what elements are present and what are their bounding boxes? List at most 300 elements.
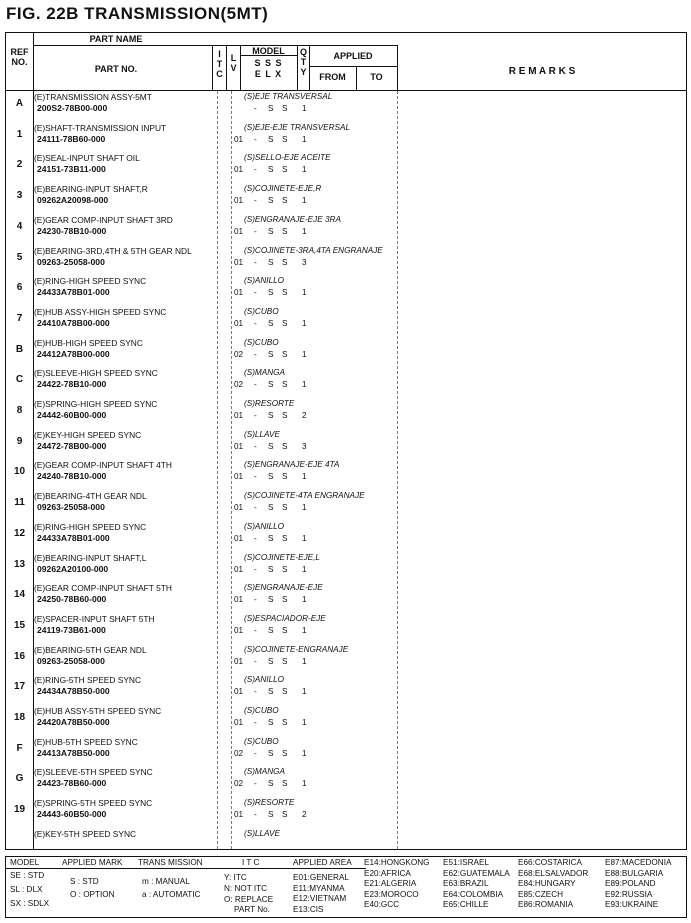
part-name: (E)SLEEVE-5TH SPEED SYNC	[34, 767, 153, 778]
remark: (S)MANGA	[244, 368, 285, 378]
applied-area-code: E14:HONGKONG	[364, 858, 430, 867]
table-row	[6, 828, 686, 859]
model-sl: S	[268, 779, 274, 789]
model-se: -	[254, 503, 257, 513]
part-number: 09263-25058-000	[37, 655, 105, 666]
itc-code: 01	[234, 472, 244, 482]
model-sl: S	[268, 564, 274, 574]
remark: (S)ANILLO	[244, 675, 285, 685]
ref-number: A	[15, 98, 24, 109]
quantity: 3	[302, 441, 307, 451]
model-sl: S	[268, 318, 274, 328]
itc-code: 01	[234, 718, 244, 727]
model-sx: S	[282, 687, 288, 697]
footer-model-sx: SX : SDLX	[10, 899, 50, 908]
applied-area-code: E68:ELSALVADOR	[518, 868, 589, 878]
model-sl: S	[268, 656, 274, 666]
header-qty: Q T Y	[299, 47, 307, 77]
applied-area-code: E93:UKRAINE	[605, 900, 659, 909]
part-name: (E)RING-5TH SPEED SYNC	[34, 675, 142, 686]
remark: (S)COJINETE-3RA,4TA ENGRANAJE	[244, 245, 383, 255]
quantity: 1	[302, 656, 307, 666]
part-number: 24230-78B10-000	[37, 225, 107, 236]
ref-number: 6	[16, 282, 23, 294]
table-row	[6, 736, 686, 767]
model-sx: S	[282, 165, 288, 175]
table-row	[6, 797, 686, 828]
header-model-s: S S S	[254, 58, 283, 68]
footer-mark-option: O : OPTION	[70, 890, 115, 899]
model-sx: S	[282, 718, 288, 727]
part-name: (E)BEARING-INPUT SHAFT,L	[34, 552, 147, 563]
quantity: 1	[302, 779, 307, 789]
remark: (S)CUBO	[244, 736, 279, 746]
model-sx: S	[282, 196, 288, 206]
table-row	[6, 552, 686, 583]
remark: (S)SELLO-EJE ACEITE	[244, 153, 331, 163]
part-number: 24420A78B50-000	[37, 717, 110, 727]
part-name: (E)HUB ASSY-5TH SPEED SYNC	[34, 706, 162, 716]
footer-itc-o: O: REPLACE	[224, 895, 274, 904]
model-se: -	[254, 318, 257, 328]
itc-code: 01	[234, 411, 244, 420]
ref-number: C	[15, 374, 24, 386]
part-number: 24240-78B10-000	[37, 471, 107, 482]
footer-line	[6, 868, 366, 869]
itc-code: 01	[234, 503, 244, 513]
quantity: 1	[302, 226, 307, 236]
itc-code: 01	[234, 226, 244, 236]
model-se: -	[254, 625, 257, 635]
table-row	[6, 644, 686, 675]
itc-code: 01	[234, 564, 244, 574]
part-number: 24472-78B00-000	[37, 440, 107, 451]
part-number: 09263-25058-000	[37, 256, 105, 267]
applied-area-code: E20:AFRICA	[364, 868, 411, 878]
model-sx: S	[282, 472, 288, 482]
model-sx: S	[282, 441, 288, 451]
model-sl: S	[268, 288, 274, 298]
part-number: 24422-78B10-000	[37, 379, 107, 390]
itc-code: 01	[234, 687, 244, 697]
part-name: (E)GEAR COMP-INPUT SHAFT 3RD	[34, 214, 173, 225]
ref-number: G	[15, 773, 24, 785]
applied-area-code: E87:MACEDONIA	[605, 858, 672, 867]
applied-area-code: E51:ISRAEL	[443, 858, 489, 867]
table-row	[6, 705, 686, 736]
part-name: (E)BEARING-5TH GEAR NDL	[34, 644, 147, 655]
ref-number: 8	[16, 405, 23, 416]
applied-area-code: E21:ALGERIA	[364, 879, 417, 888]
model-se: -	[254, 748, 257, 758]
ref-number: 18	[13, 712, 26, 723]
model-sx: S	[282, 748, 288, 758]
part-number: 24442-60B00-000	[37, 410, 107, 420]
quantity: 1	[302, 380, 307, 390]
model-se: -	[254, 257, 257, 267]
quantity: 1	[302, 533, 307, 543]
model-sl: S	[268, 687, 274, 697]
model-sl: S	[268, 196, 274, 206]
part-number: 24413A78B50-000	[37, 747, 110, 758]
remark: (S)CUBO	[244, 306, 279, 316]
ref-number: 3	[16, 190, 23, 202]
ref-number: F	[16, 742, 23, 754]
header-model-sub: E L X	[254, 69, 283, 79]
remark: (S)LLAVE	[244, 828, 280, 838]
applied-area-code: E92:RUSSIA	[605, 889, 653, 899]
part-number: 200S2-78B00-000	[37, 103, 108, 113]
model-sx: S	[282, 318, 288, 328]
part-name: (E)SHAFT-TRANSMISSION INPUT	[34, 122, 167, 133]
applied-area-code: E84:HUNGARY	[518, 879, 576, 888]
part-name: (E)BEARING-INPUT SHAFT,R	[34, 184, 148, 195]
itc-code: 01	[234, 257, 244, 267]
model-se: -	[254, 564, 257, 574]
remark: (S)COJINETE-EJE,R	[244, 184, 322, 194]
quantity: 1	[302, 318, 307, 328]
model-sx: S	[282, 349, 288, 359]
model-se: -	[254, 288, 257, 298]
footer-trans-header: TRANS MISSION	[138, 858, 203, 867]
part-number: 24111-78B60-000	[37, 133, 106, 144]
model-se: -	[254, 595, 257, 605]
model-se: -	[254, 380, 257, 390]
header-model: MODEL	[252, 46, 285, 56]
model-sx: S	[282, 564, 288, 574]
model-sl: S	[268, 441, 274, 451]
part-name: (E)KEY-5TH SPEED SYNC	[34, 828, 137, 839]
applied-area-code: E86:ROMANIA	[518, 900, 574, 909]
header-to: TO	[370, 72, 383, 82]
header-applied: APPLIED	[333, 51, 373, 61]
applied-area-code: E23:MOROCO	[364, 889, 419, 899]
model-se: -	[254, 687, 257, 697]
part-number: 24151-73B11-000	[37, 164, 106, 175]
header-lv: L V	[230, 53, 237, 73]
remark: (S)ENGRANAJE-EJE	[244, 583, 323, 593]
itc-code: 01	[234, 533, 244, 543]
ref-number: 14	[13, 589, 26, 601]
applied-area-code: E01:GENERAL	[293, 873, 349, 882]
quantity: 1	[302, 165, 307, 175]
footer-itc-part: PART No.	[234, 905, 270, 914]
model-sx: S	[282, 104, 288, 113]
part-number: 24423-78B60-000	[37, 778, 107, 789]
model-sl: S	[268, 411, 274, 420]
table-row	[6, 674, 686, 705]
applied-area-code: E66:COSTARICA	[518, 858, 582, 867]
model-sl: S	[268, 104, 274, 113]
remark: (S)LLAVE	[244, 429, 280, 439]
model-sl: S	[268, 380, 274, 390]
table-row	[6, 306, 686, 337]
model-se: -	[254, 134, 257, 144]
model-se: -	[254, 533, 257, 543]
ref-number: 19	[13, 804, 26, 816]
quantity: 1	[302, 718, 307, 727]
footer-itc-n: N: NOT ITC	[224, 884, 268, 893]
table-row	[6, 275, 686, 306]
part-name: (E)GEAR COMP-INPUT SHAFT 4TH	[34, 460, 172, 471]
quantity: 1	[302, 687, 307, 697]
part-name: (E)RING-HIGH SPEED SYNC	[34, 276, 147, 287]
model-sx: S	[282, 625, 288, 635]
itc-code: 01	[234, 134, 244, 144]
header-ref-no: REF NO.	[10, 47, 29, 67]
applied-area-code: E40:GCC	[364, 900, 400, 909]
footer-mark-std: S : STD	[70, 877, 99, 886]
remark: (S)ENGRANAJE-EJE 3RA	[244, 214, 341, 224]
itc-code: 02	[234, 349, 244, 359]
applied-area-code: E89:POLAND	[605, 879, 656, 888]
part-number: 24412A78B00-000	[37, 348, 110, 359]
quantity: 3	[302, 257, 307, 267]
table-row	[6, 459, 686, 490]
applied-area-code: E12:VIETNAM	[293, 894, 347, 903]
model-sl: S	[268, 134, 274, 144]
part-number: 09263-25058-000	[37, 502, 105, 513]
itc-code: 01	[234, 288, 244, 298]
quantity: 1	[302, 472, 307, 482]
part-number: 24410A78B00-000	[37, 317, 110, 328]
itc-code: 01	[234, 441, 244, 451]
table-row	[6, 122, 686, 153]
quantity: 1	[302, 503, 307, 513]
quantity: 1	[302, 625, 307, 635]
footer-model-sl: SL : DLX	[10, 885, 43, 894]
remark: (S)EJE TRANSVERSAL	[244, 92, 333, 101]
footer-model-header: MODEL	[10, 858, 40, 867]
quantity: 1	[302, 134, 307, 144]
table-row	[6, 582, 686, 613]
model-se: -	[254, 165, 257, 175]
model-sx: S	[282, 226, 288, 236]
model-sx: S	[282, 380, 288, 390]
legend-footer	[5, 856, 687, 918]
applied-area-code: E63:BRAZIL	[443, 879, 489, 888]
table-row	[6, 398, 686, 429]
model-se: -	[254, 718, 257, 727]
ref-number: B	[15, 343, 24, 355]
ref-number: 2	[16, 159, 23, 171]
footer-trans-auto: a : AUTOMATIC	[142, 890, 201, 899]
applied-area-code: E88:BULGARIA	[605, 868, 664, 878]
table-row	[6, 152, 686, 183]
remark: (S)COJINETE-EJE,L	[244, 552, 320, 562]
remark: (S)RESORTE	[244, 399, 295, 408]
model-sl: S	[268, 748, 274, 758]
ref-number: 5	[16, 251, 23, 263]
itc-code: 02	[234, 779, 244, 789]
part-name: (E)SPRING-HIGH SPEED SYNC	[34, 399, 158, 409]
model-se: -	[254, 441, 257, 451]
model-sl: S	[268, 810, 274, 820]
model-se: -	[254, 810, 257, 820]
table-row	[6, 183, 686, 214]
remark: (S)EJE-EJE TRANSVERSAL	[244, 122, 351, 132]
parts-table	[5, 32, 687, 850]
itc-code: 01	[234, 196, 244, 206]
model-sl: S	[268, 472, 274, 482]
quantity: 1	[302, 288, 307, 298]
part-name: (E)SPACER-INPUT SHAFT 5TH	[34, 613, 155, 624]
remark: (S)CUBO	[244, 706, 279, 715]
table-row	[6, 490, 686, 521]
model-sl: S	[268, 625, 274, 635]
applied-area-code: E62:GUATEMALA	[443, 868, 510, 878]
table-row	[6, 429, 686, 460]
itc-code: 01	[234, 656, 244, 666]
quantity: 1	[302, 196, 307, 206]
header-itc: I T C	[216, 49, 223, 79]
part-name: (E)KEY-HIGH SPEED SYNC	[34, 429, 142, 440]
footer-trans-manual: m : MANUAL	[142, 877, 190, 886]
part-number: 24119-73B61-000	[37, 624, 106, 635]
itc-code: 01	[234, 625, 244, 635]
page-title: FIG. 22B TRANSMISSION(5MT)	[6, 4, 269, 23]
footer-area-header: APPLIED AREA	[293, 858, 352, 867]
header-part-name: PART NAME	[89, 34, 143, 44]
model-se: -	[254, 226, 257, 236]
remark: (S)COJINETE-ENGRANAJE	[244, 644, 349, 654]
ref-number: 12	[13, 527, 26, 539]
remark: (S)ENGRANAJE-EJE 4TA	[244, 460, 340, 470]
ref-number: 16	[13, 650, 26, 662]
model-sx: S	[282, 656, 288, 666]
model-se: -	[254, 104, 257, 113]
header-part-no: PART NO.	[94, 64, 138, 74]
remark: (S)MANGA	[244, 767, 285, 777]
quantity: 1	[302, 564, 307, 574]
applied-area-code: E65:CHILLE	[443, 900, 489, 909]
part-name: (E)TRANSMISSION ASSY-5MT	[34, 92, 152, 102]
model-sl: S	[268, 257, 274, 267]
part-number: 24443-60B50-000	[37, 809, 107, 820]
footer-itc-y: Y: ITC	[224, 873, 247, 882]
header-from: FROM	[319, 72, 346, 82]
table-row	[6, 521, 686, 552]
model-sl: S	[268, 595, 274, 605]
remark: (S)CUBO	[244, 337, 279, 347]
ref-number: 1	[16, 128, 23, 140]
model-sl: S	[268, 718, 274, 727]
table-row	[6, 245, 686, 276]
model-sx: S	[282, 503, 288, 513]
model-sl: S	[268, 165, 274, 175]
ref-number: 13	[13, 558, 26, 570]
model-se: -	[254, 779, 257, 789]
header-line	[309, 66, 397, 67]
quantity: 2	[302, 411, 307, 420]
itc-code: 02	[234, 380, 244, 390]
applied-area-code: E11:MYANMA	[293, 883, 345, 893]
table-row	[6, 613, 686, 644]
part-name: (E)SLEEVE-HIGH SPEED SYNC	[34, 368, 158, 379]
applied-area-code: E64:COLOMBIA	[443, 889, 504, 899]
header-line	[33, 45, 398, 46]
remark: (S)RESORTE	[244, 798, 295, 808]
model-sl: S	[268, 503, 274, 513]
applied-area-code: E85:CZECH	[518, 889, 564, 899]
footer-applied-mark-header: APPLIED MARK	[62, 858, 123, 867]
model-sx: S	[282, 810, 288, 820]
itc-code: 02	[234, 748, 244, 758]
remark: (S)ANILLO	[244, 276, 285, 286]
ref-number: 17	[13, 681, 26, 693]
ref-number: 4	[16, 220, 23, 232]
model-se: -	[254, 411, 257, 420]
part-number: 24434A78B50-000	[37, 686, 110, 697]
part-number: 24433A78B01-000	[37, 287, 110, 298]
model-sl: S	[268, 533, 274, 543]
itc-code: 01	[234, 595, 244, 605]
table-row	[6, 337, 686, 368]
model-se: -	[254, 349, 257, 359]
part-name: (E)GEAR COMP-INPUT SHAFT 5TH	[34, 583, 172, 594]
part-number: 24433A78B01-000	[37, 532, 110, 543]
quantity: 1	[302, 748, 307, 758]
ref-number: 9	[16, 435, 23, 447]
part-name: (E)HUB-5TH SPEED SYNC	[34, 736, 138, 747]
quantity: 1	[302, 349, 307, 359]
model-sx: S	[282, 134, 288, 144]
itc-code: 01	[234, 810, 244, 820]
quantity: 2	[302, 810, 307, 820]
model-se: -	[254, 656, 257, 666]
table-row	[6, 214, 686, 245]
model-sx: S	[282, 257, 288, 267]
part-name: (E)RING-HIGH SPEED SYNC	[34, 521, 147, 532]
ref-number: 15	[13, 619, 26, 631]
model-sx: S	[282, 411, 288, 420]
part-name: (E)SPRING-5TH SPEED SYNC	[34, 798, 153, 809]
part-number: 09262A20098-000	[37, 195, 109, 206]
model-se: -	[254, 472, 257, 482]
table-row	[6, 766, 686, 797]
part-name: (E)BEARING-3RD,4TH & 5TH GEAR NDL	[34, 245, 192, 256]
part-number: 24250-78B60-000	[37, 594, 107, 605]
remark: (S)ANILLO	[244, 521, 285, 531]
quantity: 1	[302, 595, 307, 605]
header-remarks: R E M A R K S	[508, 66, 576, 77]
model-sx: S	[282, 779, 288, 789]
ref-number: 11	[14, 497, 25, 509]
remark: (S)ESPACIADOR-EJE	[244, 613, 326, 623]
part-name: (E)HUB-HIGH SPEED SYNC	[34, 337, 143, 348]
model-sl: S	[268, 226, 274, 236]
ref-number: 7	[16, 312, 23, 324]
model-sl: S	[268, 349, 274, 359]
table-row	[6, 367, 686, 398]
part-number: 09262A20100-000	[37, 563, 109, 574]
part-name: (E)SEAL-INPUT SHAFT OIL	[34, 153, 140, 164]
ref-number: 10	[13, 466, 26, 478]
applied-area-code: E13:CIS	[293, 904, 324, 914]
footer-model-se: SE : STD	[10, 871, 45, 880]
model-sx: S	[282, 595, 288, 605]
table-row	[6, 91, 686, 122]
model-se: -	[254, 196, 257, 206]
itc-code: 01	[234, 318, 244, 328]
quantity: 1	[302, 104, 307, 113]
part-name: (E)BEARING-4TH GEAR NDL	[34, 491, 147, 502]
footer-itc-header: I T C	[242, 858, 260, 867]
model-sx: S	[282, 533, 288, 543]
model-sx: S	[282, 288, 288, 298]
part-name: (E)HUB ASSY-HIGH SPEED SYNC	[34, 306, 167, 317]
remark: (S)COJINETE-4TA ENGRANAJE	[244, 491, 365, 501]
